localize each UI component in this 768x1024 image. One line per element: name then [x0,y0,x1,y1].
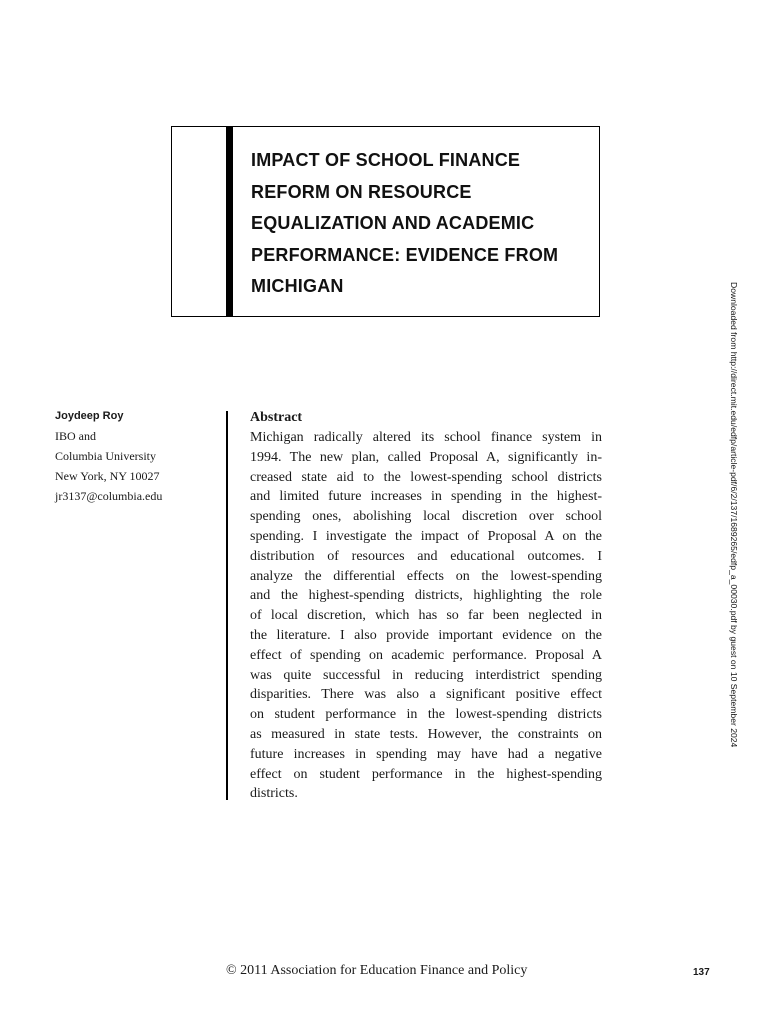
abstract-line: the literature. I also provide important evidence on the [250,627,602,643]
abstract [250,408,602,804]
abstract-line: and the highest-spending districts, highlighting the role [250,588,602,604]
abstract-line: districts. [250,786,298,802]
title-line: MICHIGAN [251,276,344,296]
abstract-line: analyze the differential effects on the lowest-spending [250,568,602,584]
copyright-footer: © 2011 Association for Education Finance and Policy [226,963,528,978]
author-address: New York, NY 10027 [55,469,160,483]
abstract-line: Michigan radically altered its school finance system in [250,430,602,445]
author-name: Joydeep Roy [55,410,124,422]
abstract-line: distribution of resources and educational outcomes. I [250,548,602,564]
title-line: EQUALIZATION AND ACADEMIC [251,213,535,233]
abstract-line: 1994. The new plan, called Proposal A, significantly in- [250,449,602,465]
abstract-line: spending ones, abolishing local discretion over school [250,509,602,525]
author-email[interactable]: jr3137@columbia.edu [55,489,163,503]
abstract-rule [226,411,228,800]
abstract-line: effect of spending on academic performance. Proposal A [250,647,602,663]
abstract-line: effect on student performance in the highest-spending [250,766,602,782]
author-affiliation: IBO and [55,429,96,443]
abstract-line: on student performance in the lowest-spending districts [250,707,602,723]
title-line: PERFORMANCE: EVIDENCE FROM [251,244,559,265]
abstract-heading: Abstract [250,410,303,425]
download-stamp[interactable]: Downloaded from http://direct.mit.edu/edfp/article-pdf/6/2/137/1689265/edfp_a_00030.pdf by guest on 10 September 2024 [729,282,739,748]
title-line: IMPACT OF SCHOOL FINANCE [251,150,521,170]
abstract-body [250,428,602,804]
abstract-line: of local discretion, which has so far been neglected in [250,608,602,624]
article-title [251,145,591,303]
abstract-line: disparities. There was also a significant positive effect [250,687,602,703]
author-affiliation: Columbia University [55,449,156,463]
abstract-line: future increases in spending may have had a negative [250,746,602,762]
abstract-line: and limited future increases in spending in the highest- [250,489,602,505]
title-accent-bar [226,126,233,317]
abstract-line: spending. I investigate the impact of Proposal A on the [250,528,602,544]
abstract-line: was quite successful in reducing interdistrict spending [250,667,602,683]
author-block [55,406,205,506]
abstract-line: creased state aid to the lowest-spending school districts [250,469,602,485]
page-number: 137 [693,967,710,978]
abstract-line: as measured in state tests. However, the constraints on [250,726,602,742]
title-line: REFORM ON RESOURCE [251,181,472,202]
title-box [171,126,600,317]
